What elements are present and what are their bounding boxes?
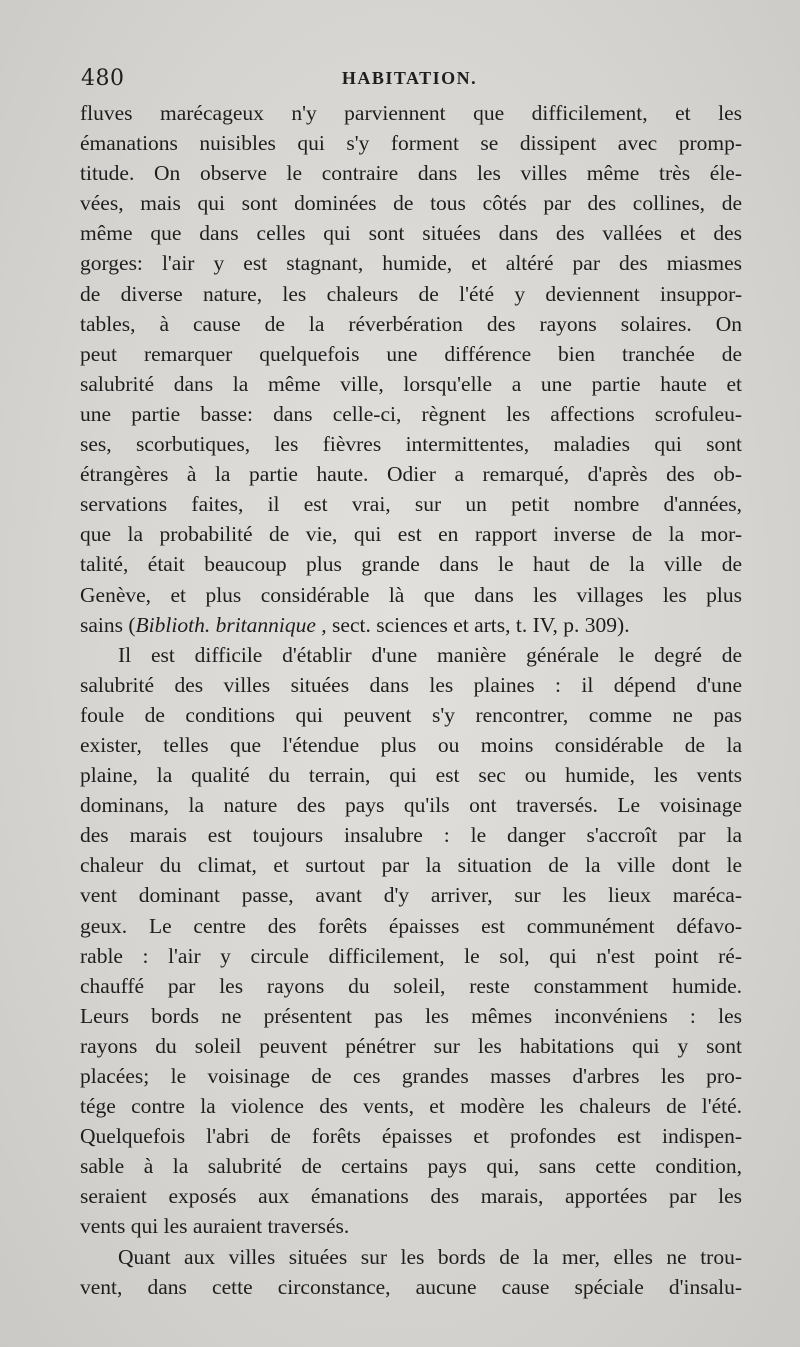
text-line: rable : l'air y circule difficilement, le sol, qui n'est point ré- [80, 943, 742, 968]
text-line: plaine, la qualité du terrain, qui est sec ou humide, les vents [80, 763, 742, 788]
text-line: exister, telles que l'étendue plus ou moins considérable de la [80, 732, 742, 757]
text-line: vents qui les auraient traversés. [80, 1214, 350, 1239]
text-line: peut remarquer quelquefois une différence bien tranchée de [80, 341, 742, 366]
text-line: même que dans celles qui sont situées dans des vallées et des [80, 221, 742, 246]
text-line: chaleur du climat, et surtout par la situation de la ville dont le [80, 853, 742, 878]
text-line: Leurs bords ne présentent pas les mêmes inconvéniens : les [80, 1003, 742, 1028]
text-line: chauffé par les rayons du soleil, reste constamment humide. [80, 973, 742, 998]
text-line: vent, dans cette circonstance, aucune cause spéciale d'insalu- [80, 1274, 742, 1299]
text-line: Genève, et plus considérable là que dans les villages les plus [80, 582, 742, 607]
text-line: placées; le voisinage de ces grandes masses d'arbres les pro- [80, 1064, 742, 1088]
text-line: rayons du soleil peuvent pénétrer sur les habitations qui y sont [80, 1033, 742, 1058]
text-line: talité, était beaucoup plus grande dans le haut de la ville de [80, 552, 742, 577]
text-line: salubrité dans la même ville, lorsqu'elle a une partie haute et [80, 371, 742, 396]
text-line: servations faites, il est vrai, sur un petit nombre d'années, [80, 492, 742, 517]
text-line: foule de conditions qui peuvent s'y rencontrer, comme ne pas [80, 702, 742, 727]
text-line: des marais est toujours insalubre : le danger s'accroît par la [80, 823, 742, 848]
text-line: de diverse nature, les chaleurs de l'été y deviennent insuppor- [80, 281, 742, 306]
paragraph-1 [80, 98, 742, 640]
text-line: ses, scorbutiques, les fièvres intermittentes, maladies qui sont [80, 432, 742, 457]
citation-suffix: sect. sciences et arts, t. IV, p. 309). [326, 612, 630, 637]
text-line: sable à la salubrité de certains pays qui, sans cette condition, [80, 1154, 742, 1179]
text-line: vent dominant passe, avant d'y arriver, sur les lieux maréca- [80, 883, 742, 908]
text-line: Il est difficile d'établir d'une manière générale le degré de [118, 642, 742, 667]
citation-prefix: sains ( [80, 612, 136, 637]
text-line: fluves marécageux n'y parviennent que difficilement, et les [80, 101, 742, 125]
text-line: seraient exposés aux émanations des marais, apportées par les [80, 1184, 742, 1209]
text-line: salubrité des villes situées dans les plaines : il dépend d'une [80, 672, 742, 697]
text-line: émanations nuisibles qui s'y forment se dissipent avec promp- [80, 131, 742, 156]
text-line: Quant aux villes situées sur les bords de la mer, elles ne trou- [118, 1244, 742, 1269]
text-line: vées, mais qui sont dominées de tous côtés par des collines, de [80, 191, 742, 216]
body-text [80, 98, 742, 1302]
page-number: 480 [81, 66, 125, 91]
text-line: dominans, la nature des pays qu'ils ont traversés. Le voisinage [80, 793, 742, 818]
text-line: gorges: l'air y est stagnant, humide, et altéré par des miasmes [80, 251, 742, 276]
paragraph-2 [80, 640, 742, 1242]
text-line: tége contre la violence des vents, et modère les chaleurs de l'été. [80, 1094, 742, 1119]
text-line-citation [80, 610, 742, 640]
text-line: que la probabilité de vie, qui est en rapport inverse de la mor- [80, 522, 742, 547]
text-line: Quelquefois l'abri de forêts épaisses et profondes est indispen- [80, 1124, 742, 1149]
text-line: geux. Le centre des forêts épaisses est communément défavo- [80, 913, 742, 938]
citation-italic: Biblioth. britannique , [135, 612, 327, 637]
text-line: une partie basse: dans celle-ci, règnent les affections scrofuleu- [80, 401, 742, 426]
paragraph-3 [80, 1242, 742, 1302]
text-line: étrangères à la partie haute. Odier a remarqué, d'après des ob- [80, 462, 742, 487]
page-header [79, 66, 740, 96]
text-line: tables, à cause de la réverbération des rayons solaires. On [80, 311, 742, 336]
running-title: HABITATION. [341, 68, 478, 88]
text-line: titude. On observe le contraire dans les villes même très éle- [80, 161, 742, 186]
